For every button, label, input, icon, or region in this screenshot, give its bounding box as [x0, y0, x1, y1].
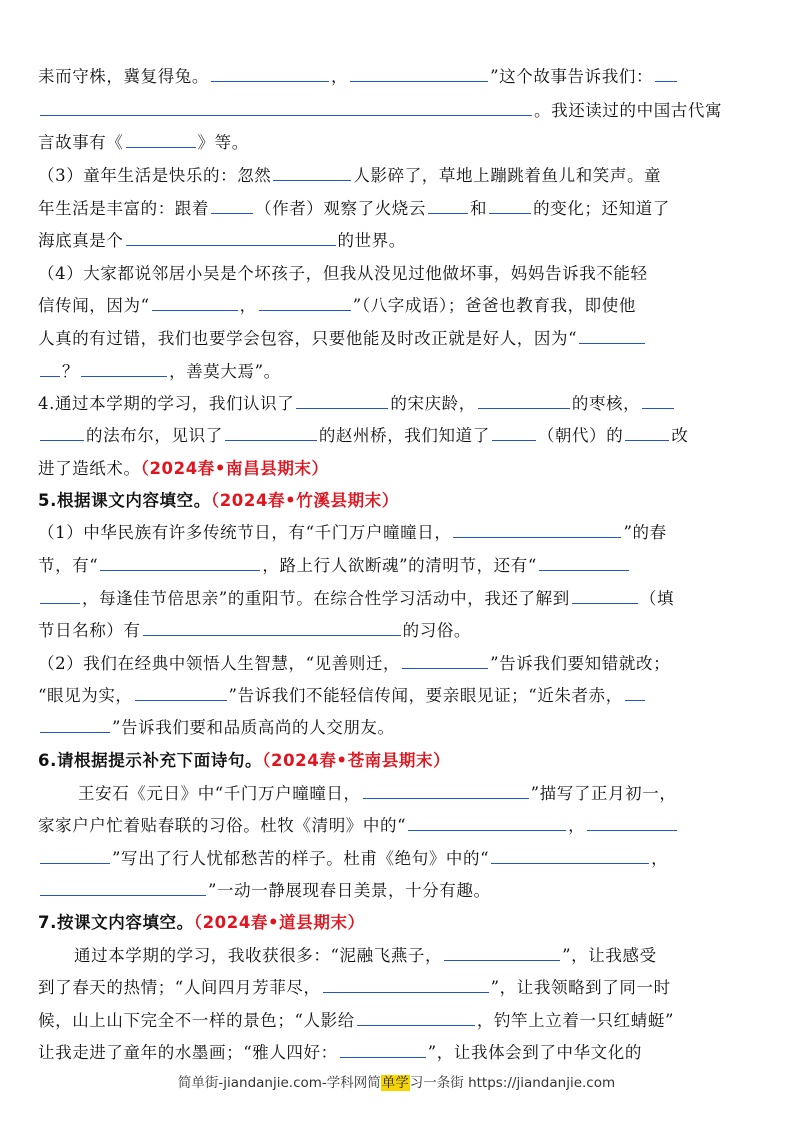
- text-line: [38, 556, 759, 576]
- blank-field[interactable]: [428, 199, 468, 214]
- text-line: [38, 523, 759, 543]
- text: ，路上行人欲断魂”的清明节，还有“: [262, 556, 537, 575]
- text: 的世界。: [337, 231, 406, 250]
- text: ”告诉我们要和品质高尚的人交朋友。: [112, 718, 395, 737]
- blank-field[interactable]: [81, 362, 167, 377]
- blank-field[interactable]: [273, 166, 351, 181]
- blank-field[interactable]: [408, 816, 566, 831]
- text: （作者）观察了火烧云: [255, 199, 426, 218]
- source-tag: （2024春•苍南县期末）: [262, 751, 451, 770]
- text-line: [38, 621, 759, 641]
- text: ”，让我体会到了中华文化的: [427, 1043, 642, 1062]
- text: 进了造纸术。: [38, 459, 141, 478]
- text: （朝代）的: [537, 426, 624, 445]
- blank-field[interactable]: [642, 394, 674, 409]
- text-line: [38, 849, 759, 869]
- text: 年生活是丰富的：跟着: [38, 199, 209, 218]
- text-line: [38, 1011, 759, 1031]
- text: 的习俗。: [402, 621, 472, 640]
- text: 言故事有《: [38, 133, 124, 152]
- footer-text: 简单街-jiandanjie.com-学科网简: [177, 1075, 381, 1091]
- text: 到了春天的热情；“人间四月芳菲尽，: [38, 978, 321, 997]
- text: ”写出了行人忧郁愁苦的样子。杜甫《绝句》中的“: [112, 849, 490, 868]
- blank-field[interactable]: [444, 946, 560, 961]
- blank-field[interactable]: [402, 654, 488, 669]
- text-line: [38, 459, 759, 479]
- text-line: [38, 816, 759, 836]
- text-line: [38, 199, 759, 219]
- text: 人影碎了，草地上蹦跳着鱼儿和笑声。童: [353, 166, 662, 185]
- text: ”，让我感受: [562, 946, 657, 965]
- text: 节日名称）有: [38, 621, 141, 640]
- footer-watermark: [0, 1071, 793, 1091]
- text: （3）童年生活是快乐的：忽然: [38, 166, 272, 185]
- blank-field[interactable]: [579, 329, 645, 344]
- text: ？: [62, 362, 80, 381]
- blank-field[interactable]: [539, 556, 629, 571]
- blank-field[interactable]: [40, 426, 84, 441]
- text: ，: [568, 816, 586, 835]
- text-line: [38, 166, 759, 186]
- text: ”的春: [623, 523, 667, 542]
- text: ”一动一静展现春日美景，十分有趣。: [208, 881, 491, 900]
- blank-field[interactable]: [453, 523, 621, 538]
- text: 。我还读过的中国古代寓: [534, 101, 723, 120]
- text-line: [38, 362, 759, 382]
- blank-field[interactable]: [211, 67, 329, 82]
- blank-field[interactable]: [323, 978, 489, 993]
- source-tag: （2024春•道县期末）: [193, 913, 365, 932]
- text: 的变化；还知道了: [533, 199, 670, 218]
- text: ，善莫大焉”。: [169, 362, 281, 381]
- text: “眼见为实，: [38, 686, 133, 705]
- text-line: [38, 426, 759, 446]
- text-line: [38, 589, 759, 609]
- blank-field[interactable]: [492, 426, 536, 441]
- blank-field[interactable]: [211, 199, 253, 214]
- text-line: [38, 133, 759, 153]
- text: ”描写了正月初一，: [530, 784, 677, 803]
- text: 6.请根据提示补充下面诗句。: [38, 751, 263, 770]
- blank-field[interactable]: [40, 589, 80, 604]
- text-line: [38, 654, 759, 674]
- blank-field[interactable]: [135, 686, 227, 701]
- text: （2）我们在经典中领悟人生智慧，“见善则迁，: [38, 654, 401, 673]
- blank-field[interactable]: [363, 784, 529, 799]
- text: ，: [239, 296, 257, 315]
- blank-field[interactable]: [357, 1011, 475, 1026]
- text: ，钓竿上立着一只红蜻蜓”: [476, 1011, 674, 1030]
- text-line: [38, 881, 759, 901]
- blank-field[interactable]: [491, 849, 649, 864]
- question-heading: [38, 751, 759, 771]
- text-line: [38, 296, 759, 316]
- blank-field[interactable]: [655, 67, 677, 82]
- text: ，: [331, 67, 349, 86]
- text: 7.按课文内容填空。: [38, 913, 194, 932]
- text: ”告诉我们不能轻信传闻，要亲眼见证；“近朱者赤，: [228, 686, 623, 705]
- blank-field[interactable]: [625, 426, 669, 441]
- text: 的宋庆龄，: [390, 394, 476, 413]
- source-tag: （2024春•南昌县期末）: [140, 459, 329, 478]
- text: 的枣核，: [571, 394, 641, 413]
- text: ”这个故事告诉我们：: [490, 67, 654, 86]
- blank-field[interactable]: [126, 133, 196, 148]
- text-line: [38, 978, 759, 998]
- text-line: [38, 1043, 759, 1063]
- text: 改: [671, 426, 689, 445]
- text: 节，有“: [38, 556, 99, 575]
- blank-field[interactable]: [40, 849, 110, 864]
- text-line: [38, 67, 759, 87]
- text: 信传闻，因为“: [38, 296, 150, 315]
- question-heading: [38, 491, 759, 511]
- blank-field[interactable]: [625, 686, 645, 701]
- text: 5.根据课文内容填空。: [38, 491, 211, 510]
- text: 的赵州桥，我们知道了: [318, 426, 490, 445]
- blank-field[interactable]: [40, 881, 206, 896]
- text-line: [38, 394, 759, 414]
- text: ”告诉我们要知错就改；: [490, 654, 671, 673]
- text: 王安石《元日》中“千门万户曈曈日，: [78, 784, 361, 803]
- text: ，每逢佳节倍思亲”的重阳节。在综合性学习活动中，我还了解到: [82, 589, 570, 608]
- blank-field[interactable]: [100, 556, 260, 571]
- blank-field[interactable]: [489, 199, 531, 214]
- text-line: [78, 784, 759, 804]
- blank-field[interactable]: [40, 718, 110, 733]
- blank-field[interactable]: [350, 67, 488, 82]
- text: ，: [651, 849, 669, 868]
- blank-field[interactable]: [587, 816, 677, 831]
- text: 让我走进了童年的水墨画；“雅人四好：: [38, 1043, 338, 1062]
- text: 的法布尔，见识了: [86, 426, 223, 445]
- blank-field[interactable]: [478, 394, 570, 409]
- text: 通过本学期的学习，我收获很多：“泥融飞燕子，: [74, 946, 443, 965]
- text-line: [38, 231, 759, 251]
- text: 海底真是个: [38, 231, 124, 250]
- blank-field[interactable]: [126, 231, 336, 246]
- footer-text: 习一条街 https://jiandanjie.com: [409, 1075, 616, 1091]
- text-line: [38, 686, 759, 706]
- question-heading: [38, 913, 759, 933]
- blank-field[interactable]: [572, 589, 638, 604]
- text: 》等。: [197, 133, 249, 152]
- text: （填: [639, 589, 675, 608]
- text: ”，让我领略到了同一时: [490, 978, 671, 997]
- blank-field[interactable]: [152, 296, 238, 311]
- text: 和: [470, 199, 488, 218]
- blank-field[interactable]: [225, 426, 317, 441]
- text-line: [38, 718, 759, 738]
- text: 耒而守株，冀复得兔。: [38, 67, 209, 86]
- blank-field[interactable]: [40, 101, 532, 116]
- text: 家家户户忙着贴春联的习俗。杜牧《清明》中的“: [38, 816, 407, 835]
- text: ”（八字成语）；爸爸也教育我，即使他: [352, 296, 636, 315]
- text-line: [74, 946, 759, 966]
- blank-field[interactable]: [340, 1043, 426, 1058]
- footer-highlight: 单学: [381, 1075, 409, 1091]
- text: 4.通过本学期的学习，我们认识了: [38, 394, 295, 413]
- text: 人真的有过错，我们也要学会包容，只要他能及时改正就是好人，因为“: [38, 329, 578, 348]
- source-tag: （2024春•竹溪县期末）: [210, 491, 399, 510]
- text-line: [38, 329, 759, 349]
- text: 候，山上山下完全不一样的景色；“人影给: [38, 1011, 355, 1030]
- text-line: [38, 101, 759, 121]
- blank-field[interactable]: [259, 296, 351, 311]
- blank-field[interactable]: [143, 621, 401, 636]
- text-line: [38, 264, 759, 284]
- text: （4）大家都说邻居小吴是个坏孩子，但我从没见过他做坏事，妈妈告诉我不能轻: [38, 264, 648, 283]
- text: （1）中华民族有许多传统节日，有“千门万户曈曈日，: [38, 523, 452, 542]
- blank-field[interactable]: [40, 362, 60, 377]
- blank-field[interactable]: [296, 394, 388, 409]
